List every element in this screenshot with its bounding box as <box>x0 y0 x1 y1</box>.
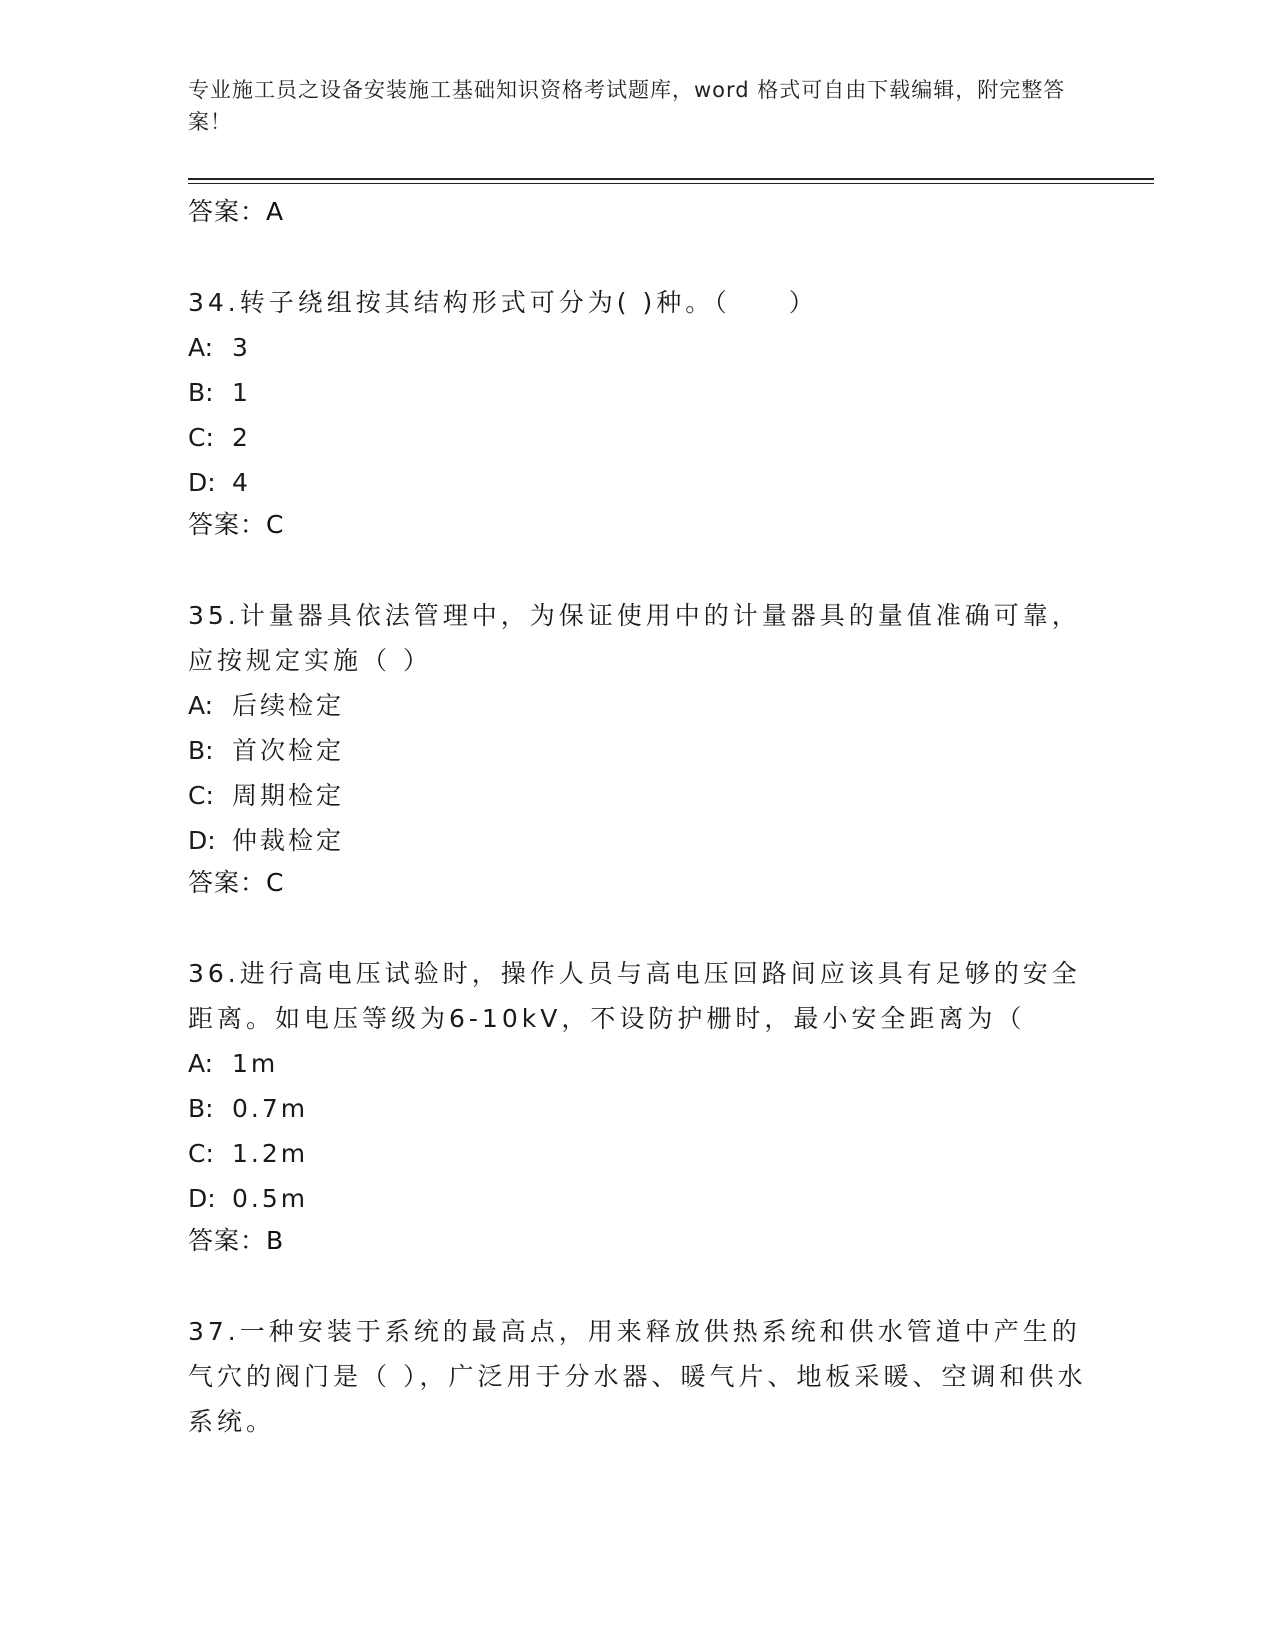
option-text: 后续检定 <box>232 691 345 720</box>
option-letter: A: <box>188 691 214 720</box>
option-letter: C: <box>188 781 214 810</box>
option-d <box>188 460 1088 505</box>
option-c <box>188 1131 1088 1176</box>
spacer <box>188 232 1088 277</box>
option-text: 1m <box>232 1049 279 1078</box>
option-letter: B: <box>188 378 214 407</box>
option-c <box>188 773 1088 818</box>
option-a <box>188 1041 1088 1086</box>
answer-line: 答案：C <box>188 868 285 897</box>
spacer <box>188 545 1088 590</box>
option-letter: B: <box>188 736 214 765</box>
option-letter: C: <box>188 423 214 452</box>
option-letter: A: <box>188 333 214 362</box>
option-a <box>188 683 1088 728</box>
question-item <box>188 280 1088 545</box>
option-text: 0.5m <box>232 1184 309 1213</box>
answer-line: 答案：A <box>188 197 285 226</box>
question-item <box>188 593 1088 903</box>
option-text: 4 <box>232 468 251 497</box>
option-b <box>188 1086 1088 1131</box>
question-item <box>188 951 1088 1261</box>
question-stem: 35.计量器具依法管理中，为保证使用中的计量器具的量值准确可靠，应按规定实施（ ） <box>188 601 1081 675</box>
option-b <box>188 370 1088 415</box>
question-list <box>188 192 1088 1444</box>
header-rule-thick <box>188 178 1154 180</box>
option-letter: D: <box>188 468 216 497</box>
answer-line: 答案：C <box>188 510 285 539</box>
option-letter: B: <box>188 1094 214 1123</box>
option-a <box>188 325 1088 370</box>
option-text: 1.2m <box>232 1139 309 1168</box>
option-text: 周期检定 <box>232 781 345 810</box>
page-header: 专业施工员之设备安装施工基础知识资格考试题库，word 格式可自由下载编辑，附完整答案！ <box>188 78 1066 134</box>
option-d <box>188 1176 1088 1221</box>
option-text: 首次检定 <box>232 736 345 765</box>
option-text: 2 <box>232 423 251 452</box>
spacer <box>188 903 1088 948</box>
option-d <box>188 818 1088 863</box>
option-text: 0.7m <box>232 1094 309 1123</box>
option-letter: A: <box>188 1049 214 1078</box>
option-text: 3 <box>232 333 251 362</box>
question-stem: 36.进行高电压试验时，操作人员与高电压回路间应该具有足够的安全距离。如电压等级为6-10kV，不设防护栅时，最小安全距离为（ <box>188 959 1081 1033</box>
option-b <box>188 728 1088 773</box>
option-letter: D: <box>188 826 216 855</box>
option-text: 1 <box>232 378 251 407</box>
header-rule-thin <box>188 183 1154 184</box>
option-letter: C: <box>188 1139 214 1168</box>
answer-line: 答案：B <box>188 1226 285 1255</box>
option-text: 仲裁检定 <box>232 826 345 855</box>
question-stem: 37.一种安装于系统的最高点，用来释放供热系统和供水管道中产生的气穴的阀门是（ ），广泛用于分水器、暖气片、地板采暖、空调和供水系统。 <box>188 1317 1087 1436</box>
option-letter: D: <box>188 1184 216 1213</box>
option-c <box>188 415 1088 460</box>
question-stem: 34.转子绕组按其结构形式可分为( )种。（ ） <box>188 288 818 317</box>
question-item <box>188 1309 1088 1444</box>
spacer <box>188 1261 1088 1306</box>
